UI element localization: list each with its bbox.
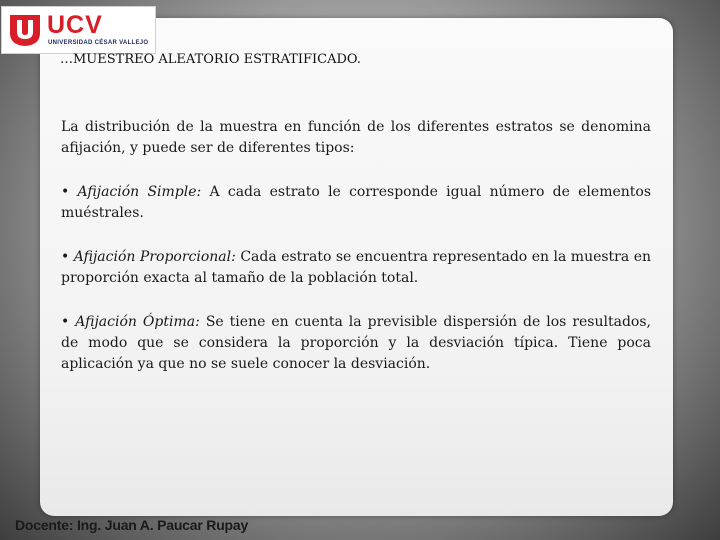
bullet: • (61, 184, 70, 200)
ucv-emblem-icon (8, 13, 42, 47)
bullet: • (61, 314, 70, 330)
logo-name: UCV (47, 11, 103, 39)
list-item (61, 247, 651, 289)
logo-subtitle: UNIVERSIDAD CÉSAR VALLEJO (48, 40, 149, 46)
footer-docente: Docente: Ing. Juan A. Paucar Rupay (15, 517, 249, 533)
university-logo (1, 6, 156, 54)
item-text: Se tiene en cuenta la previsible dispersión de los resultados, de modo que se considera la proporción y la desviación típica. Tiene poca aplicación ya que no se suele conocer la desviación. (61, 314, 651, 372)
slide-body (61, 117, 651, 398)
item-text: Cada estrato se encuentra representado en la muestra en proporción exacta al tamaño de la población total. (61, 249, 652, 286)
list-item (61, 182, 651, 224)
bullet: • (61, 249, 70, 265)
list-item (61, 312, 651, 375)
slide-title: …MUESTREO ALEATORIO ESTRATIFICADO. (60, 52, 361, 67)
item-term: Afijación Óptima: (75, 314, 200, 330)
item-term: Afijación Simple: (77, 184, 202, 200)
item-text: A cada estrato le corresponde igual número de elementos muéstrales. (61, 184, 652, 221)
item-term: Afijación Proporcional: (73, 249, 236, 265)
intro-paragraph: La distribución de la muestra en función de los diferentes estratos se denomina afijación, y puede ser de diferentes tipos: (61, 119, 651, 156)
